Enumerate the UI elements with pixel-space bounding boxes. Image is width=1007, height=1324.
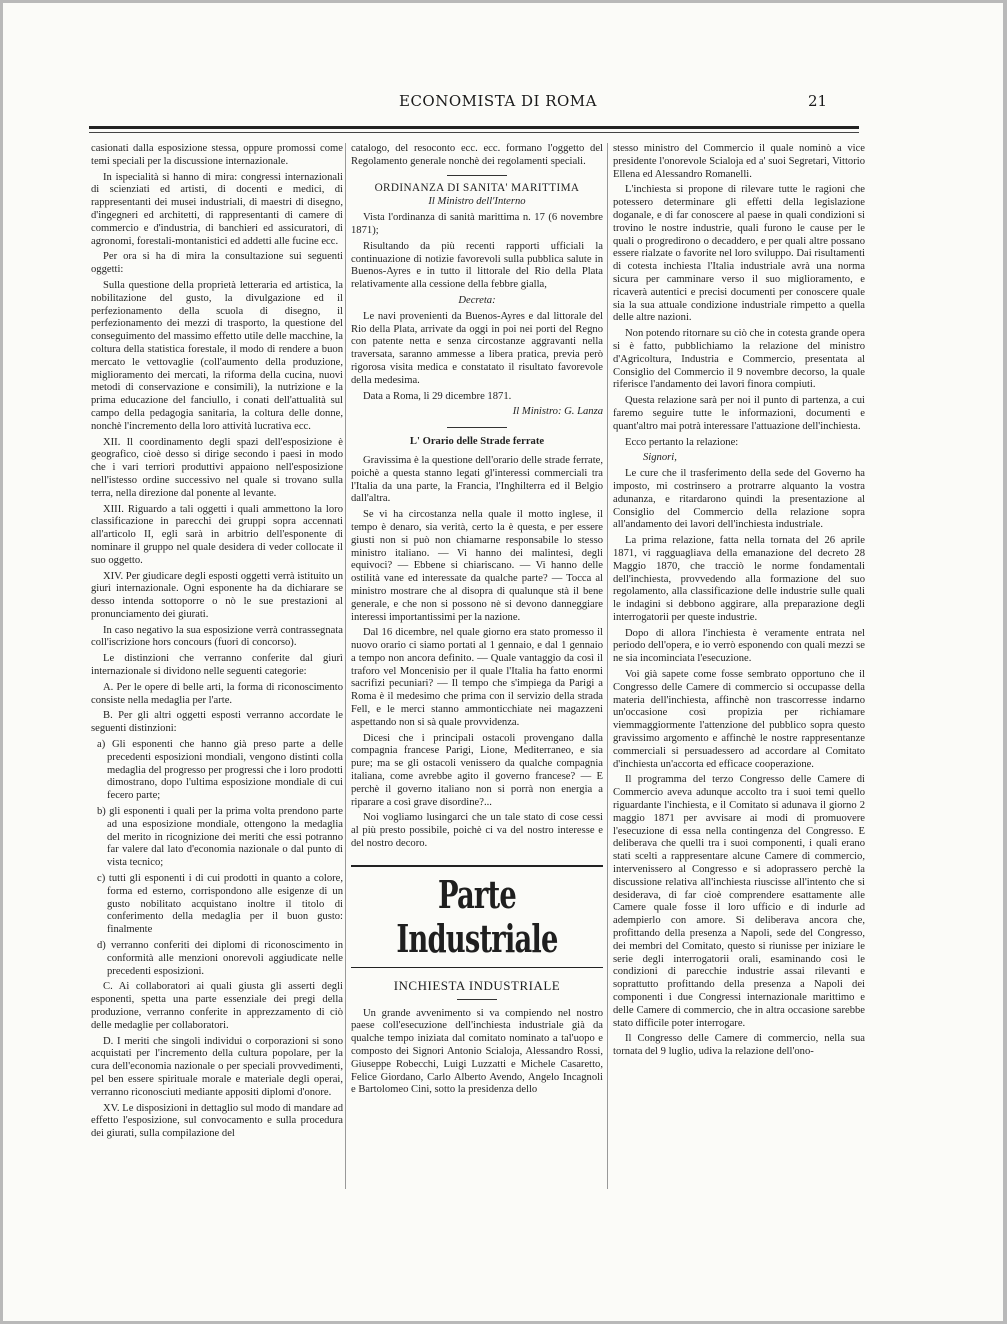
column-divider [345, 143, 346, 1189]
paragraph: Il Congresso delle Camere di commercio, nella sua tornata del 9 luglio, udiva la relazione dell'ono- [613, 1033, 865, 1058]
paragraph: B. Per gli altri oggetti esposti verranno accordate le seguenti distinzioni: [91, 710, 343, 735]
paragraph: Le cure che il trasferimento della sede del Governo ha imposto, mi costrinsero a protrarre alquanto la vostra adunanza, e ritardarono quindi la presentazione al Consiglio del Commercio della relazione sopra all'andamento dei lavori dell'inchiesta industriale. [613, 468, 865, 531]
paragraph: XII. Il coordinamento degli spazi dell'esposizione è geografico, cioè desso si dirige secondo i paesi in modo che i vari terriori produttivi appaiono nell'esposizione nell'istesso ordine successivo nel quale si trovano sulla terra, nella direzione dal ponente al levante. [91, 436, 343, 499]
list-item: d) verranno conferiti dei diplomi di riconoscimento in conformità alle menzioni onorevoli aggiudicate nelle precedenti esposizioni. [97, 940, 343, 977]
paragraph: D. I meriti che singoli individui o corporazioni si sono acquistati per l'incremento della cultura popolare, per la cura dell'economia nazionale o per speciali provvedimenti, pel ben essere spirituale morale e materiale degli operai, verranno riconosciuti mediante appositi diplomi d'onore. [91, 1035, 343, 1098]
paragraph: L'inchiesta si propone di rilevare tutte le ragioni che potessero determinare gli effetti della legislazione doganale, e di far conoscere al paese in quali condizioni si trovino le nostre industrie, quali furono le cause per le quali o progredirono o decaddero, e per quali altre possano essere rialzate o favorite nel loro sviluppo. Dai risultamenti di cotesta inchiesta l'Italia industriale avrà una norma sicura per camminare verso il suo miglioramento, e ricaverà autentici e precisi documenti per conoscere quale sia la sua attuale condizione industriale rimpetto a quella delle altre nazioni. [613, 184, 865, 324]
list-item: c) tutti gli esponenti i di cui prodotti in quanto a colore, forma ed esterno, corrispondono alle esigenze di un gusto nobilitato acquistano inoltre il titolo di conferimento della medaglia per il buon gusto: finalmente [97, 873, 343, 936]
paragraph: Voi già sapete come fosse sembrato opportuno che il Congresso delle Camere di commercio si occupasse della materia dell'inchiesta, affinchè non trascorresse indarno un'occasione così propizia per richiamare viemmaggiormente l'attenzione del pubblico sopra questo gravissimo argomento e affinchè le nostre rappresentanze commerciali si persuadessero ad accordare al Comitato d'inchiesta un'accorta ed efficace cooperazione. [613, 669, 865, 770]
separator-rule [447, 427, 507, 428]
paragraph: Dopo di allora l'inchiesta è veramente entrata nel periodo dell'opera, e io verrò esponendo con quali mezzi se ne sia incominciata l'esecuzione. [613, 627, 865, 665]
paragraph: Un grande avvenimento si va compiendo nel nostro paese coll'esecuzione dell'inchiesta industriale già da qualche tempo iniziata dal comitato nominato a tal'uopo e composto dei Signori Antonio Scialoja, Alessandro Rossi, Giuseppe Robecchi, Luigi Luzzatti e Michele Casaretto, Felice Giordano, Carlo Alberto Avendo, Angelo Incagnoli e Bartolomeo Cini, sotto la presidenza dello [351, 1007, 603, 1096]
newspaper-page [3, 3, 1003, 1321]
distinctions-list [91, 739, 343, 978]
header-rule-thin [89, 132, 859, 133]
separator-rule [457, 999, 497, 1000]
column-right [613, 143, 865, 1062]
paragraph: Il programma del terzo Congresso delle Camere di Commercio aveva adunque accolto tra i suoi temi quello riguardante l'inchiesta, e il Comitato si adunava il giorno 2 maggio 1871 per avvisare ai modi di promuovere l'esecuzione di essa nella contingenza del Congresso. E deliberava che quelli tra i suoi componenti, i quali erano stati scelti a rappresentare alcune Camere di commercio, intervenissero al Congresso e si adoprassero perchè la discussione relativa all'inchiesta riuscisse all'intento che si desiderava, di far cioè comprendere esattamente alle Camere quale fosse il loro ufficio e di indurle ad adempierlo con amore. Si deliberava ancora che, profittando della presenza a Napoli, sede del Congresso, dei membri del Comitato, questo si riunisse per iniziare le serie degli interrogatorii orali, esaminando così le condizioni di parecchie industrie assai rilevanti e soprattutto profittando della presenza a Napoli dei componenti i due Congressi internazionale marittimo e delle Camere di commercio, che in altra occasione sarebbe stato difficile poter interrogare. [613, 774, 865, 1029]
column-left [91, 143, 343, 1144]
paragraph: Data a Roma, li 29 dicembre 1871. [363, 390, 512, 402]
paragraph: Noi vogliamo lusingarci che un tale stato di cose cessi al più presto possibile, poichè ci va del nostro interesse e del nostro decoro. [351, 812, 603, 850]
paragraph: Le distinzioni che verranno conferite dal giurì internazionale si dividono nelle seguenti categorie: [91, 653, 343, 678]
paragraph: Risultando da più recenti rapporti ufficiali la continuazione di notizie favorevoli sulla pubblica salute in Buenos-Ayres e in tutto il littorale del Rio della Plata relativamente alla cessione della febbre gialla, [351, 240, 603, 291]
ordinanza-subtitle: Il Ministro dell'Interno [428, 196, 526, 208]
paragraph: Non potendo ritornare su ciò che in cotesta grande opera si è fatto, pubblichiamo la relazione del ministro d'Agricoltura, Industria e Commercio, presentata al Consiglio del Commercio il 9 novembre decorso, la quale riferisce l'andamento dei lavori finora compiuti. [613, 328, 865, 391]
running-title: ECONOMISTA DI ROMA [399, 92, 597, 110]
paragraph: Dicesi che i principali ostacoli provengano dalla compagnia francese Parigi, Lione, Mediterraneo, e sia pure; ma se gli ostacoli venissero da qualche compagnia italiana, come avrebbe agito il governo francese? — E perchè il governo italiano non si porrà non energia a riparare a così grave disordine?... [351, 732, 603, 808]
section-title: Parte Industriale [396, 871, 558, 961]
paragraph: Vista l'ordinanza di sanità marittima n. 17 (6 novembre 1871); [351, 212, 603, 236]
paragraph: Dal 16 dicembre, nel quale giorno era stato promesso il nuovo orario ci siamo portati al 1 gennaio, e dal 1 gennaio a tempo non ancora definito. — Quale vantaggio da così il traforo vel Moncenisio per il quale l'Italia ha fatto enormi sacrifizi pecuniari? — Il tempo che s'impiega da Parigi a Roma è il medesimo che prima con il servizio della strada Fell, e le merci stanno ammonticchiate nei magazzeni aspettando non si sà quale provvidenza. [351, 627, 603, 728]
inchiesta-title: INCHIESTA INDUSTRIALE [393, 977, 561, 993]
salutation: Signori, [643, 452, 677, 464]
paragraph: Per ora si ha di mira la consultazione sui seguenti oggetti: [91, 251, 343, 276]
paragraph: catalogo, del resoconto ecc. ecc. formano l'oggetto del Regolamento generale nonchè dei regolamenti speciali. [351, 143, 603, 167]
paragraph: stesso ministro del Commercio il quale nominò a vice presidente l'onorevole Scialoja ed a' suoi Segretari, Vittorio Ellena ed Alessandro Romanelli. [613, 143, 865, 180]
paragraph: XIII. Riguardo a tali oggetti i quali ammettono la loro classificazione in parecchi dei gruppi sopra accennati all'articolo II, egli sarà in arbitrio dell'esponente di nominare il gruppo nel quale desidera di veder collocate il suo oggetto. [91, 503, 343, 566]
minister-signature: Il Ministro: G. Lanza [512, 406, 603, 418]
paragraph: XV. Le disposizioni in dettaglio sul modo di mandare ad effetto l'esposizione, sul convocamento e sulla procedura dei giurati, sulla compilazione del [91, 1102, 343, 1140]
paragraph: Sulla questione della proprietà letteraria ed artistica, la nobilitazione del gusto, la divulgazione ed il perfezionamento della scuola di disegno, il perfezionamento dei mezzi di trasporto, la questione del conseguimento del massimo effetto utile delle macchine, la coltura della statistica forestale, il modo di rendere a buon mercato le vettovaglie (coll'aumento della produzione, miglioramento dei mercati, la riforma della cucina, nuovi metodi di conservazione e consimili), la nutrizione e la prima educazione del fanciullo, i conati dell'attualità sul campo della pedagogia sanitaria, la coltura delle donne, nonchè l'incremento della loro attività lucrativa ecc. [91, 279, 343, 432]
header-rule-thick [89, 126, 859, 129]
paragraph: Gravissima è la questione dell'orario delle strade ferrate, poichè a questa stanno legati gl'interessi commerciali tra l'Italia da una parte, la Francia, l'Inghilterra ed il Belgio dall'altra. [351, 454, 603, 505]
paragraph: XIV. Per giudicare degli esposti oggetti verrà istituito un giurì internazionale. Ogni esponente ha da dichiarare se desso intenda sottoporre o nò le sue prestazioni al pronunciamento dei giurati. [91, 570, 343, 620]
separator-rule [447, 175, 507, 176]
section-header-box [351, 865, 603, 968]
paragraph: In caso negativo la sua esposizione verrà contrassegnata coll'iscrizione hors concours (fuori di concorso). [91, 624, 343, 649]
column-middle [351, 143, 603, 1100]
paragraph: In ispecialità si hanno di mira: congressi internazionali di scienziati ed artisti, di docenti e medici, di rappresentanti dei musei industriali, di maestri di disegno, d'ingegneri ed architetti, di rappresentanti di camere di commercio e d'industria, di banchieri ed assicuratori, di agronomi, forestali-montanistici ed addetti alle fucine ecc. [91, 171, 343, 247]
paragraph: casionati dalla esposizione stessa, oppure promossi come temi speciali per la discussione internazionale. [91, 143, 343, 167]
paragraph: Ecco pertanto la relazione: [625, 436, 739, 448]
page-number: 21 [808, 92, 828, 110]
decreta-heading: Decreta: [458, 294, 496, 306]
paragraph: Questa relazione sarà per noi il punto di partenza, a cui faremo seguire tutte le informazioni, documenti e quant'altro mai potrà interessare l'attuazione dell'inchiesta. [613, 395, 865, 432]
paragraph: A. Per le opere di belle arti, la forma di riconoscimento consiste nella medaglia per l'arte. [91, 681, 343, 706]
orario-title: L' Orario delle Strade ferrate [409, 436, 545, 448]
column-divider [607, 143, 608, 1189]
paragraph: C. Ai collaboratori ai quali giusta gli asserti degli esponenti, spetta una parte essenziale dei pregi della produzione, verranno conferite in apprezzamento di ciò delle medaglie per collaboratori. [91, 981, 343, 1031]
paragraph: Se vi ha circostanza nella quale il motto inglese, il tempo è denaro, sia verità, certo la è questa, e per essere giusti non si può non chiamarne responsabile lo stesso ministro italiano. — Vi hanno dei malintesi, degli equivoci? — Ebbene si chiariscano. — Vi hanno delle ostilità vane ed interessate da qualche parte? — Tocca al ministro mostrare che al disopra di qualunque stà il bene generale, e che non si possono nè si devono danneggiare interessi importantissimi per la nazione. [351, 509, 603, 623]
list-item: a) Gli esponenti che hanno già preso parte a delle precedenti esposizioni mondiali, vengono distinti colla medaglia del progresso per progressi che i loro prodotti dimostrano, dopo l'ultima esposizione mondiale di cui fecero parte; [97, 739, 343, 802]
ordinanza-title: ORDINANZA DI SANITA' MARITTIMA [374, 181, 580, 194]
list-item: b) gli esponenti i quali per la prima volta prendono parte ad una esposizione mondiale, ottengono la medaglia del merito in ricognizione dei meriti che essi potranno far valere dal lato d'economia nazionale o dal punto di vista tecnico; [97, 806, 343, 869]
paragraph: La prima relazione, fatta nella tornata del 26 aprile 1871, vi ragguagliava della emanazione del decreto 28 Maggio 1870, che tracciò le norme fondamentali dell'inchiesta, provvedendo alla formazione del suo regolamento, alla classificazione delle industrie sulle quali le indagini si debbono aggirare, alla preparazione degli interrogatorii per queste industrie. [613, 535, 865, 623]
paragraph: Le navi provenienti da Buenos-Ayres e dal littorale del Rio della Plata, arrivate da oggi in poi nei porti del Regno con patente netta e senza circostanze aggravanti nella traversata, saranno ammesse a libera pratica, previa però rigorosa visita medica e constatato il risultato favorevole della medesima. [351, 310, 603, 386]
